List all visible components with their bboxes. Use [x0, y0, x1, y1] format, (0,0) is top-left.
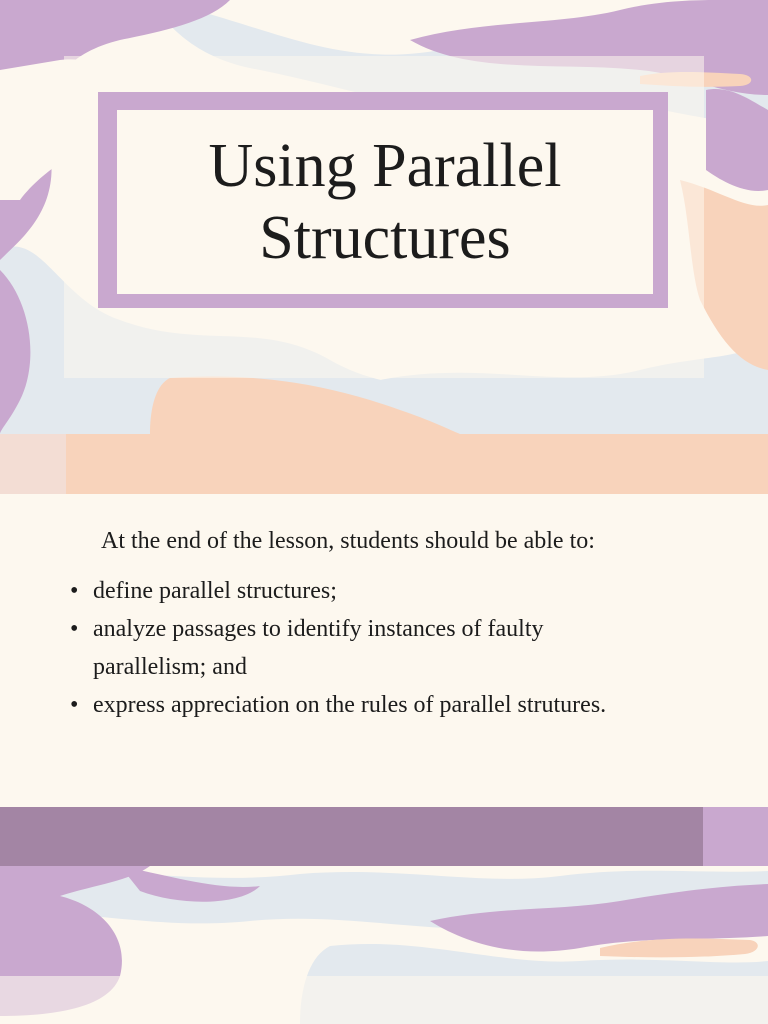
objective-text: define parallel structures;	[93, 578, 337, 604]
slide-title-line-2: Structures	[259, 204, 511, 272]
objectives-intro: At the end of the lesson, students should be able to:	[101, 528, 595, 554]
objective-text: express appreciation on the rules of parallel strutures.	[93, 692, 607, 718]
objective-item	[70, 572, 653, 610]
slide-title-line-1: Using Parallel	[208, 132, 562, 200]
bullet-icon: •	[70, 692, 79, 718]
slide-title	[209, 130, 562, 274]
title-box	[117, 110, 653, 294]
objective-item	[70, 610, 653, 686]
peach-divider-band-left-segment	[0, 434, 66, 494]
bullet-icon: •	[70, 616, 79, 642]
objective-item	[70, 686, 653, 724]
mauve-divider-band	[0, 807, 703, 866]
objective-text: analyze passages to identify instances of faulty parallelism; and	[93, 616, 544, 680]
decorative-wave-pattern-bottom	[0, 866, 768, 1024]
lavender-divider-band-right-segment	[703, 807, 768, 866]
peach-divider-band	[0, 434, 768, 494]
objectives-list	[70, 572, 653, 724]
bullet-icon: •	[70, 578, 79, 604]
